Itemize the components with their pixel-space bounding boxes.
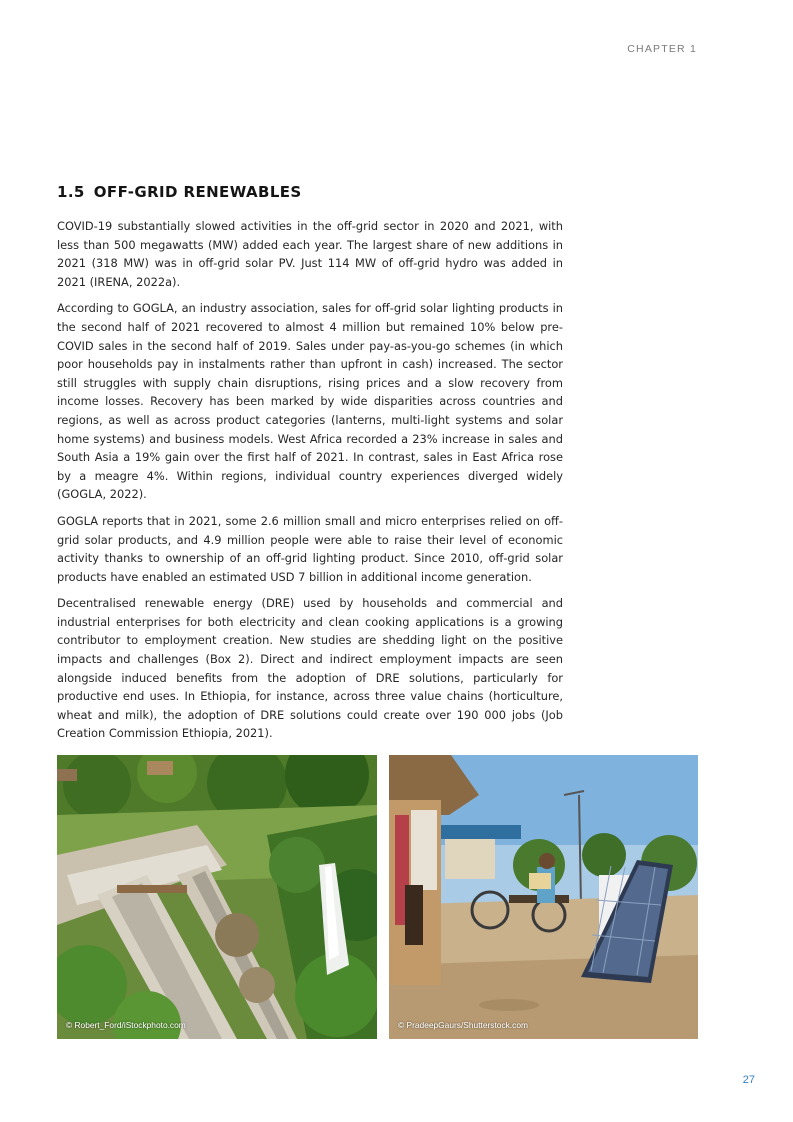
photo-credit-left: © Robert_Ford/iStockphoto.com xyxy=(66,1020,186,1030)
paragraph-1: COVID-19 substantially slowed activities in the off-grid sector in 2020 and 2021, with less than 500 megawatts (MW) added each year. The largest share of new additions in 2021 (318 MW) was in off-grid solar PV. Just 114 MW of off-grid hydro was added in 2021 (IRENA, 2022a). xyxy=(57,219,563,289)
photo-solar-street xyxy=(389,755,698,1039)
section-number: 1.5 xyxy=(57,183,85,201)
body-text xyxy=(57,217,563,751)
paragraph-3: GOGLA reports that in 2021, some 2.6 million small and micro enterprises relied on off-grid solar products, and 4.9 million people were able to raise their level of economic activity thanks to ownership of an off-grid lighting product. Since 2010, off-grid solar products have enabled an estimated USD 7 billion in additional income generation. xyxy=(57,513,563,584)
solar-street-illustration xyxy=(389,755,698,1039)
section-heading xyxy=(57,183,302,201)
photo-hydro-canal xyxy=(57,755,377,1039)
hydro-canal-illustration xyxy=(57,755,377,1039)
chapter-label: CHAPTER 1 xyxy=(627,43,697,55)
photo-credit-right: © PradeepGaurs/Shutterstock.com xyxy=(398,1020,528,1030)
paragraph-2: According to GOGLA, an industry association, sales for off-grid solar lighting products in the second half of 2021 recovered to almost 4 million but remained 10% below pre-COVID sales in the second half of 2019. Sales under pay-as-you-go schemes (in which poor households pay in instalments rather than upfront in cash) increased. The sector still struggles with supply chain disruptions, rising prices and a slow recovery from income losses. Recovery has been marked by wide disparities across countries and regions, as well as across product categories (lanterns, multi-light systems and solar home systems) and business models. West Africa recorded a 23% increase in sales and South Asia a 19% gain over the first half of 2021. In contrast, sales in East Africa rose by a meagre 4%. Within regions, individual country experiences diverged widely (GOGLA, 2022). xyxy=(57,301,563,502)
paragraph-4: Decentralised renewable energy (DRE) used by households and commercial and industrial enterprises for both electricity and clean cooking applications is a growing contributor to employment creation. New studies are shedding light on the positive impacts and challenges (Box 2). Direct and indirect employment impacts are seen alongside induced benefits from the adoption of DRE solutions, particularly for productive end uses. In Ethiopia, for instance, across three value chains (horticulture, wheat and milk), the adoption of DRE solutions could create over 190 000 jobs (Job Creation Commission Ethiopia, 2021). xyxy=(57,596,563,741)
section-title: OFF-GRID RENEWABLES xyxy=(93,183,302,201)
page-number: 27 xyxy=(742,1074,755,1086)
